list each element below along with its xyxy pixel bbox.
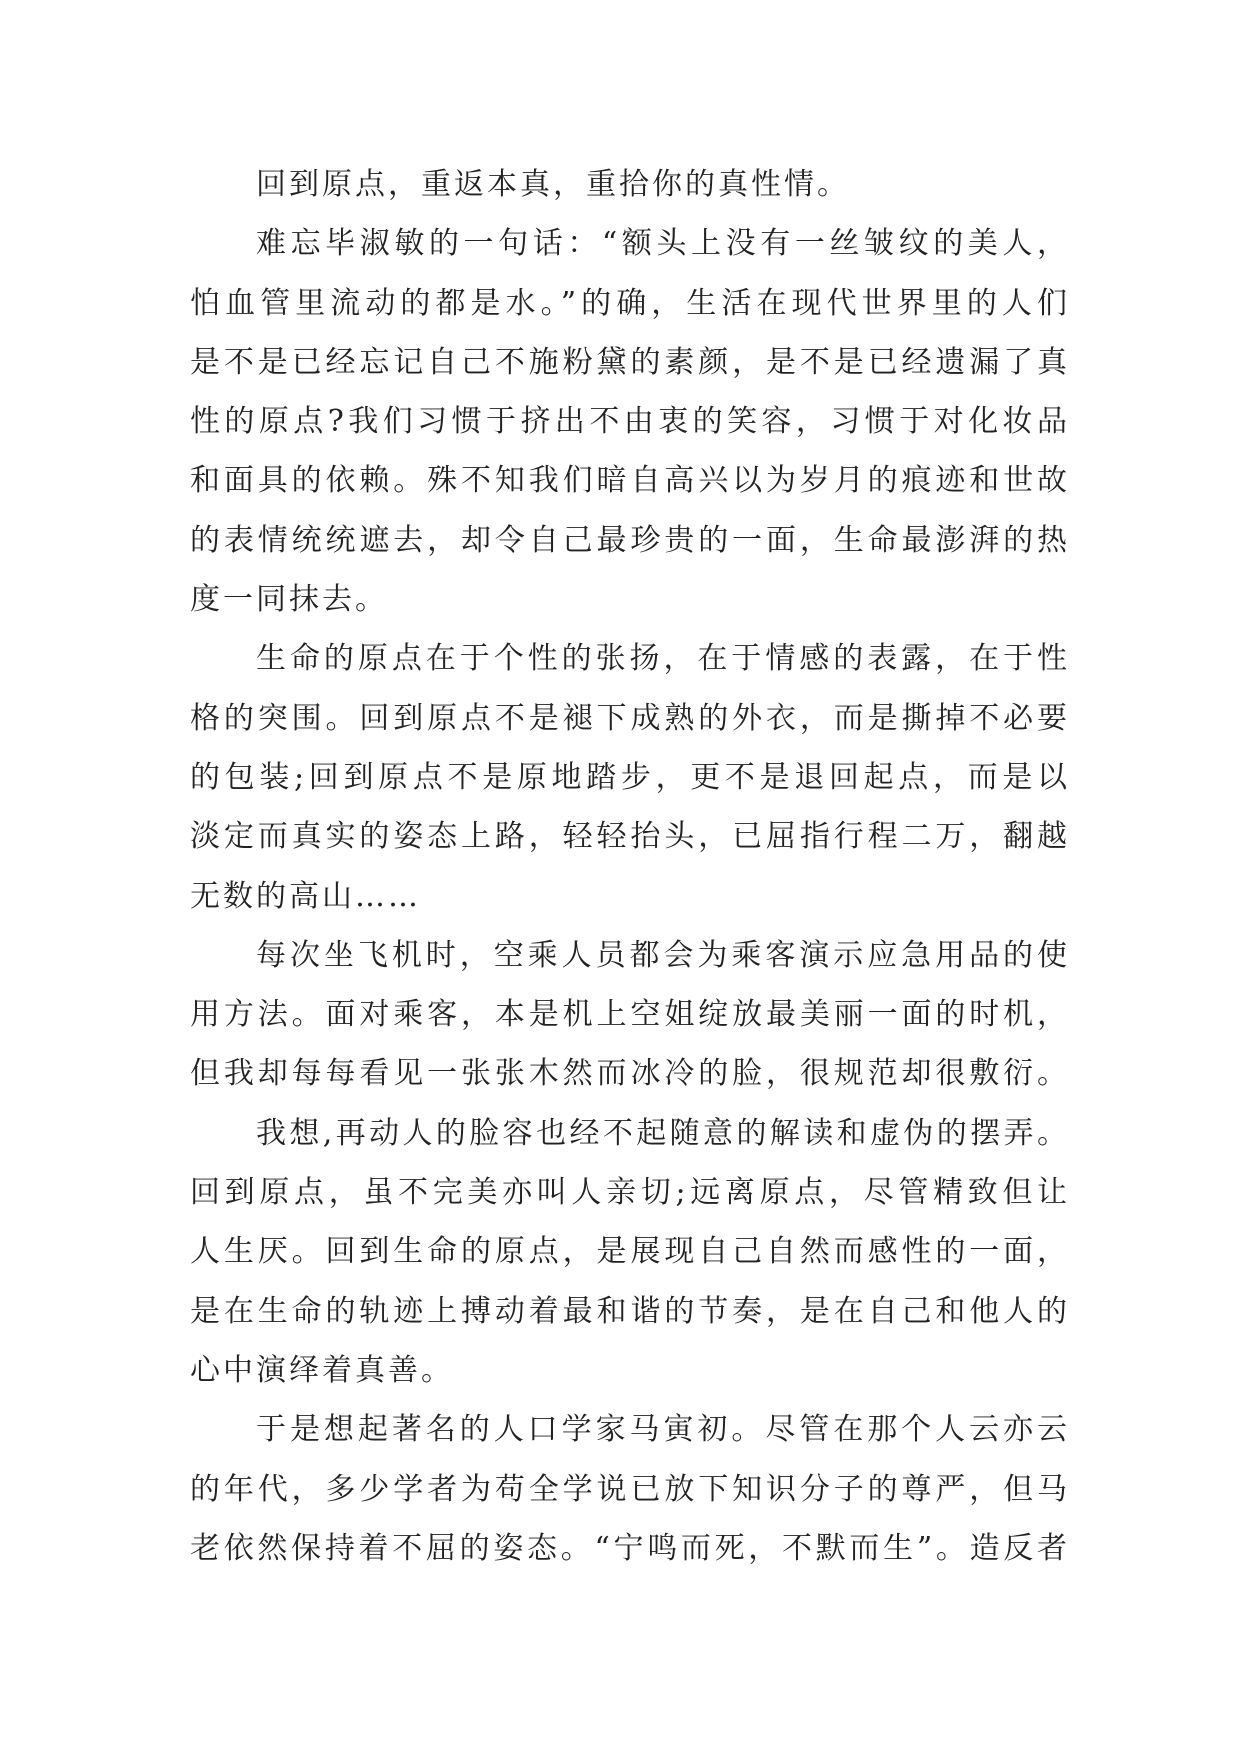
text-line: 每次坐飞机时，空乘人员都会为乘客演示应急用品的使	[256, 937, 1070, 973]
text-line: 于是想起著名的人口学家马寅初。尽管在那个人云亦云	[256, 1412, 1070, 1448]
document-body	[190, 155, 1070, 1578]
text-line: 格的突围。回到原点不是褪下成熟的外衣，而是撕掉不必要	[190, 700, 1070, 736]
text-line: 和面具的依赖。殊不知我们暗自高兴以为岁月的痕迹和世故	[190, 463, 1070, 499]
text-line: 人生厌。回到生命的原点，是展现自己自然而感性的一面，	[190, 1234, 1070, 1270]
text-line: 是在生命的轨迹上搏动着最和谐的节奏，是在自己和他人的	[190, 1293, 1070, 1329]
text-line: 但我却每每看见一张张木然而冰冷的脸，很规范却很敷衍。	[190, 1056, 1070, 1092]
text-line: 淡定而真实的姿态上路，轻轻抬头，已屈指行程二万，翻越	[190, 819, 1070, 855]
text-line: 生命的原点在于个性的张扬，在于情感的表露，在于性	[256, 641, 1070, 677]
text-line: 我想,再动人的脸容也经不起随意的解读和虚伪的摆弄。	[256, 1115, 1070, 1151]
text-line: 老依然保持着不屈的姿态。“宁鸣而死，不默而生”。造反者	[190, 1530, 1070, 1566]
text-line: 的表情统统遮去，却令自己最珍贵的一面，生命最澎湃的热	[190, 522, 1070, 558]
text-line: 是不是已经忘记自己不施粉黛的素颜，是不是已经遗漏了真	[190, 344, 1070, 380]
text-line: 回到原点，虽不完美亦叫人亲切;远离原点，尽管精致但让	[190, 1175, 1070, 1211]
text-line: 难忘毕淑敏的一句话：“额头上没有一丝皱纹的美人，	[256, 226, 1070, 262]
text-line: 的包装;回到原点不是原地踏步，更不是退回起点，而是以	[190, 759, 1070, 795]
text-line: 用方法。面对乘客，本是机上空姐绽放最美丽一面的时机，	[190, 997, 1070, 1033]
text-line: 回到原点，重返本真，重拾你的真性情。	[256, 167, 850, 202]
text-line: 性的原点?我们习惯于挤出不由衷的笑容，习惯于对化妆品	[190, 404, 1070, 440]
text-line: 心中演绎着真善。	[190, 1352, 454, 1388]
text-line: 度一同抹去。	[190, 582, 388, 618]
text-line: 无数的高山……	[190, 878, 421, 914]
text-line: 的年代，多少学者为苟全学说已放下知识分子的尊严，但马	[190, 1471, 1070, 1507]
text-line: 怕血管里流动的都是水。”的确，生活在现代世界里的人们	[190, 285, 1070, 321]
